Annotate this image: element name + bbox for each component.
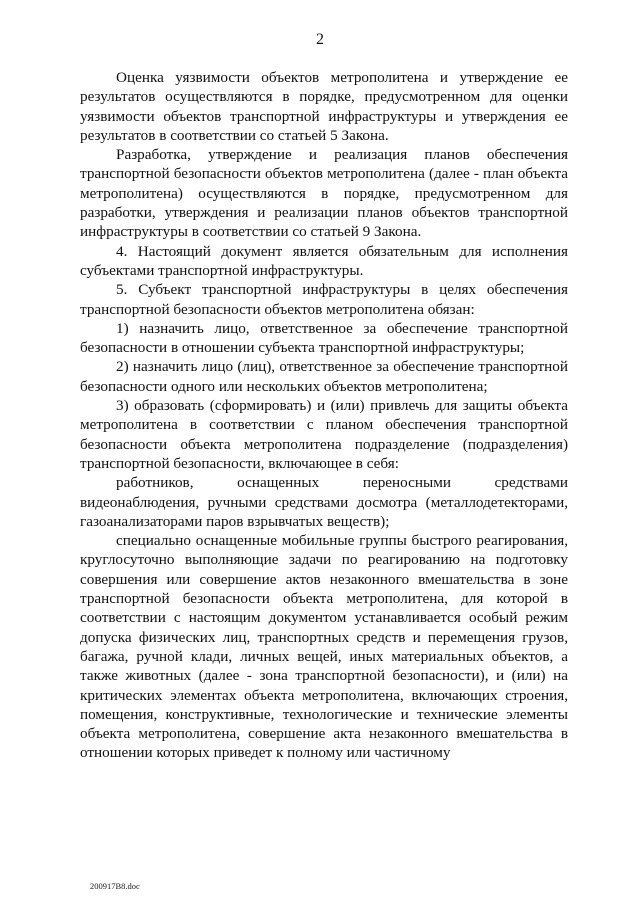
document-body bbox=[80, 68, 568, 763]
file-name-footer: 200917B8.doc bbox=[90, 881, 140, 891]
paragraph-security-plans: Разработка, утверждение и реализация планов обеспечения транспортной безопасности объектов метрополитена (далее - план объекта метрополитена) осуществляются в порядке, предусмотренном для разработки, утверждения и реализации планов объектов транспортной инфраструктуры в соответствии со статьей 9 Закона. bbox=[80, 146, 568, 241]
paragraph-subitem-2: 2) назначить лицо (лиц), ответственное за обеспечение транспортной безопасности одного или нескольких объектов метрополитена; bbox=[80, 358, 568, 395]
page-number: 2 bbox=[316, 31, 324, 48]
paragraph-vulnerability-assessment: Оценка уязвимости объектов метрополитена и утверждение ее результатов осуществляются в порядке, предусмотренном для оценки уязвимости объектов транспортной инфраструктуры и утверждения ее результатов в соответствии со статьей 5 Закона. bbox=[80, 69, 568, 144]
paragraph-item-4: 4. Настоящий документ является обязательным для исполнения субъектами транспортной инфраструктуры. bbox=[80, 242, 568, 279]
paragraph-subitem-3: 3) образовать (сформировать) и (или) привлечь для защиты объекта метрополитена в соответствии с планом обеспечения транспортной безопасности объекта метрополитена подразделение (подразделения) транспортной безопасности, включающее в себя: bbox=[80, 397, 568, 472]
paragraph-subitem-1: 1) назначить лицо, ответственное за обеспечение транспортной безопасности в отношении субъекта транспортной инфраструктуры; bbox=[80, 319, 568, 357]
paragraph-item-5: 5. Субъект транспортной инфраструктуры в целях обеспечения транспортной безопасности объектов метрополитена обязан: bbox=[80, 281, 568, 318]
paragraph-workers: работников, оснащенных переносными средствами видеонаблюдения, ручными средствами досмотра (металлодетекторами, газоанализаторами паров взрывчатых веществ); bbox=[80, 474, 568, 530]
paragraph-mobile-groups: специально оснащенные мобильные группы быстрого реагирования, круглосуточно выполняющие задачи по реагированию на подготовку совершения или совершение актов незаконного вмешательства в зоне транспортной безопасности объекта метрополитена, для которой в соответствии с настоящим документом устанавливается особый режим допуска физических лиц, транспортных средств и перемещения грузов, багажа, ручной клади, личных вещей, иных материальных объектов, а также животных (далее - зона транспортной безопасности), и (или) на критических элементах объекта метрополитена, включающих строения, помещения, конструктивные, технологические и технические элементы объекта метрополитена, совершение акта незаконного вмешательства в отношении которых приведет к полному или частичному bbox=[80, 532, 568, 762]
